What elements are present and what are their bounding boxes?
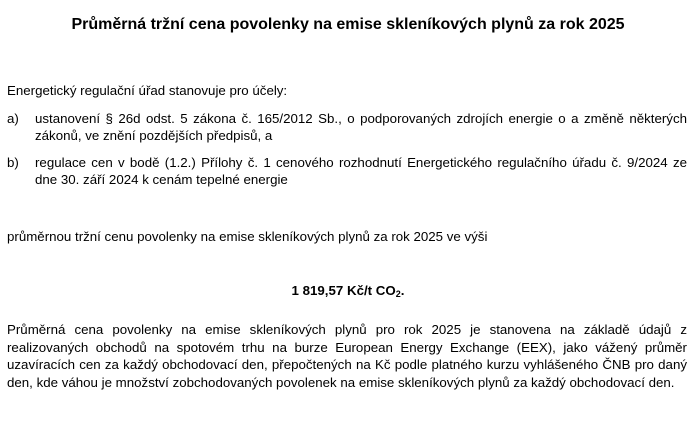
- list-marker-b: b): [7, 155, 19, 170]
- intro-text: Energetický regulační úřad stanovuje pro účely:: [7, 83, 288, 98]
- price-subscript: 2: [395, 289, 401, 299]
- list-text-a: ustanovení § 26d odst. 5 zákona č. 165/2012 Sb., o podporovaných zdrojích energie o a změně některých zákonů, ve znění pozdějších předpisů, a: [35, 111, 687, 143]
- price-value: [0, 282, 696, 303]
- price-suffix: .: [400, 283, 405, 298]
- list-text-b: regulace cen v bodě (1.2.) Přílohy č. 1 cenového rozhodnutí Energetického regulačního úřadu č. 9/2024 ze dne 30. září 2024 k cenám tepelné energie: [35, 155, 687, 187]
- document-title: Průměrná tržní cena povolenky na emise skleníkových plynů za rok 2025: [71, 16, 625, 33]
- lead-text: průměrnou tržní cenu povolenky na emise skleníkových plynů za rok 2025 ve výši: [7, 229, 488, 244]
- price-amount: 1 819,57 Kč/t CO: [291, 283, 396, 298]
- list-marker-a: a): [7, 111, 19, 126]
- explanation-paragraph: Průměrná cena povolenky na emise skleníkových plynů pro rok 2025 je stanovena na základě údajů z realizovaných obchodů na spotovém trhu na burze European Energy Exchange (EEX), jako vážený průměr uzavíracích cen za každý obchodovací den, přepočtených na Kč podle platného kurzu vyhlášeného ČNB pro daný den, kde váhou je množství zobchodovaných povolenek na emise skleníkových plynů za každý obchodovací den.: [7, 322, 687, 390]
